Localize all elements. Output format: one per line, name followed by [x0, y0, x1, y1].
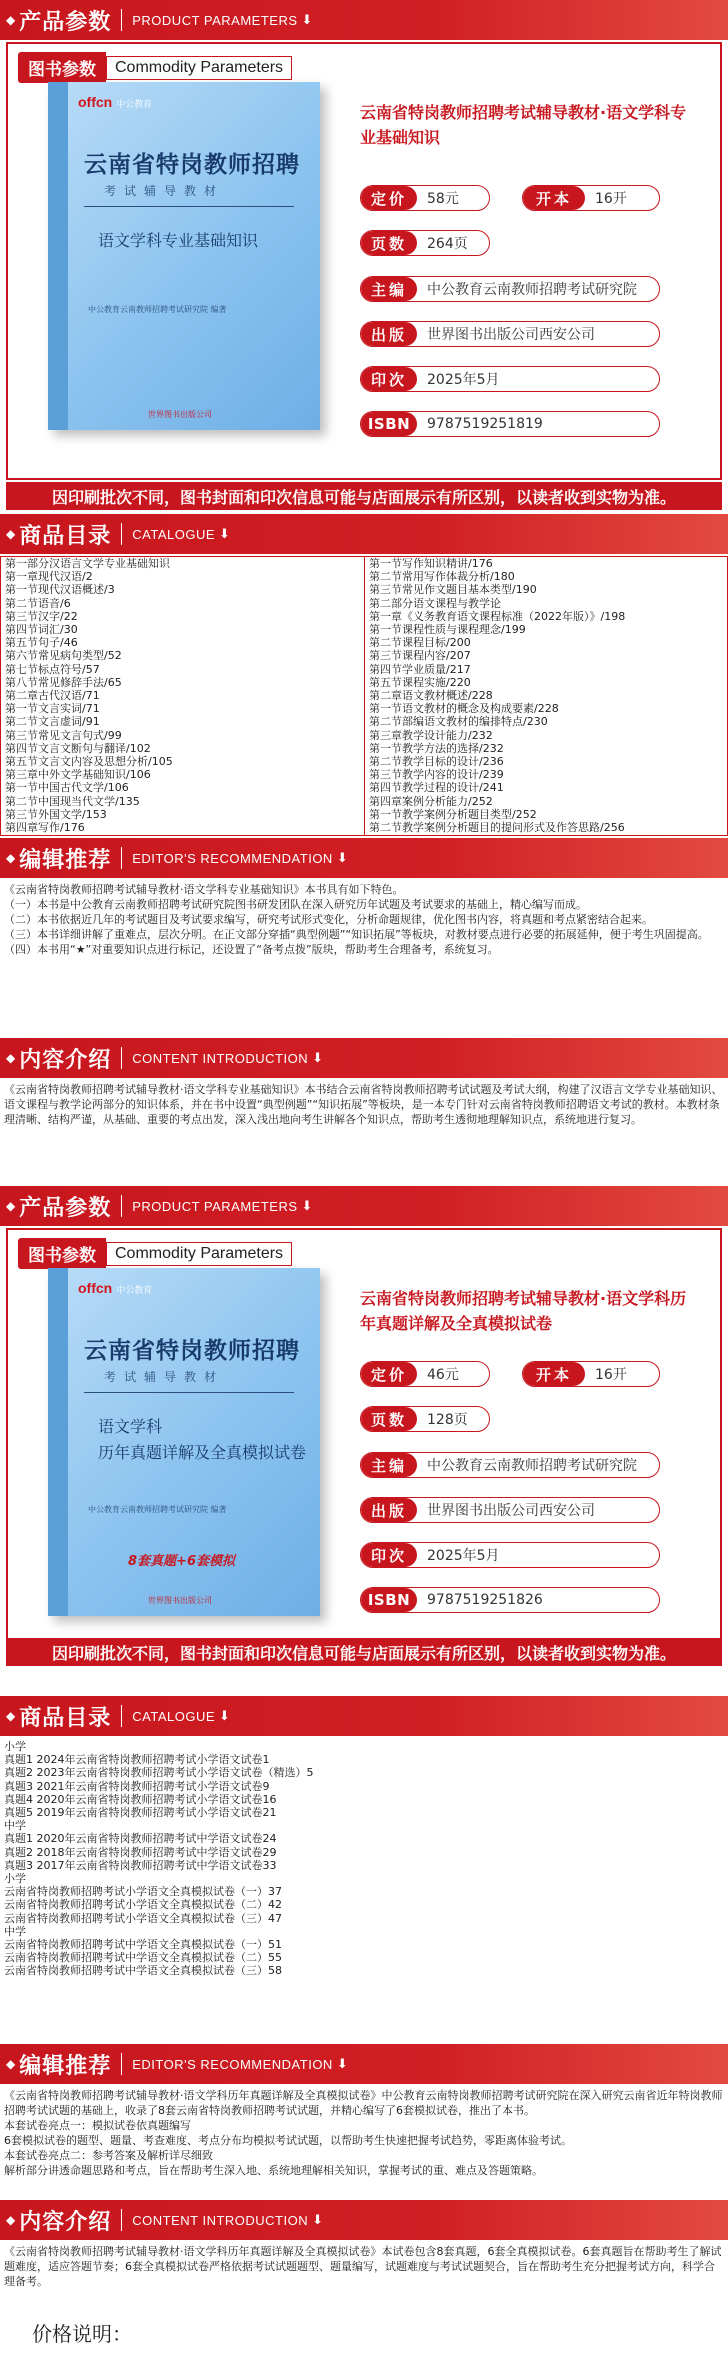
print-notice-2: 因印刷批次不同，图书封面和印次信息可能与店面展示有所区别，以读者收到实物为准。: [6, 1638, 722, 1666]
list-item: 第一章《义务教育语文课程标准（2022年版）》/198: [369, 609, 626, 623]
arrow-down-icon: ⬇: [219, 1708, 231, 1723]
section-subtitle: PRODUCT PARAMETERS: [132, 1198, 298, 1214]
list-item: 第三章中外文学基础知识/106: [5, 768, 151, 782]
publisher-value: 世界图书出版公司西安公司: [427, 327, 595, 343]
editor-value: 中公教育云南教师招聘考试研究院: [427, 1458, 637, 1474]
cover-divider: [84, 206, 294, 207]
list-item: 第四节学业质量/217: [369, 662, 471, 676]
list-item: 真题1 2024年云南省特岗教师招聘考试小学语文试卷1: [4, 1753, 270, 1767]
content-intro-2: 《云南省特岗教师招聘考试辅导教材·语文学科历年真题详解及全真模拟试卷》本试卷包含8套真题，6套全真模拟试卷。6套真题旨在帮助考生了解试题难度，适应答题节奏；6套全真模拟试卷严格依据考试试题题型、题量编写，试题难度与考试试题契合，旨在帮助考生充分把握考试方向，科学合理备考。: [4, 2245, 722, 2288]
section-subtitle: CONTENT INTRODUCTION: [132, 2212, 309, 2228]
list-item: 第三章教学设计能力/232: [369, 728, 493, 742]
cover-title: 云南省特岗教师招聘: [84, 1337, 300, 1364]
isbn-label: ISBN: [361, 1588, 417, 1612]
list-item: 第一节现代汉语概述/3: [5, 583, 115, 597]
price-label: 定价: [361, 186, 417, 210]
catalogue-list-2: [4, 1740, 724, 1978]
section-subtitle: CATALOGUE: [132, 1708, 216, 1724]
list-item: 中学: [4, 1924, 26, 1938]
list-item: 第四章写作/176: [5, 821, 85, 835]
format-pill-1: [522, 185, 660, 211]
diamond-icon: ◆: [6, 1709, 16, 1723]
editor-pill-2: [360, 1452, 660, 1478]
section-header-catalogue-2: [0, 1696, 728, 1736]
price-value: 46元: [427, 1367, 459, 1383]
list-item: 真题3 2021年云南省特岗教师招聘考试小学语文试卷9: [4, 1779, 270, 1793]
cover-author: 中公教育云南教师招聘考试研究院 编著: [88, 305, 227, 314]
print-notice-1: 因印刷批次不同，图书封面和印次信息可能与店面展示有所区别，以读者收到实物为准。: [6, 482, 722, 510]
cover-title: 云南省特岗教师招聘: [84, 151, 300, 178]
list-item: 解析部分讲透命题思路和考点，旨在帮助考生深入地、系统地理解相关知识，掌握考试的重、难点及答题策略。: [4, 2164, 543, 2177]
product-title-1: 云南省特岗教师招聘考试辅导教材·语文学科专业基础知识: [360, 103, 687, 147]
list-item: 第五节课程实施/220: [369, 675, 471, 689]
pages-label: 页数: [361, 1407, 417, 1431]
section-subtitle: CATALOGUE: [132, 526, 216, 542]
list-item: 第四节教学过程的设计/241: [369, 781, 504, 795]
arrow-down-icon: ⬇: [301, 1198, 313, 1213]
commodity-params-title: [18, 1238, 292, 1269]
cover-subtitle: 考试辅导教材: [104, 1370, 225, 1384]
print-label: 印次: [361, 1543, 417, 1567]
list-item: 第二节教学目标的设计/236: [369, 755, 504, 769]
list-item: 第六节常见病句类型/52: [5, 649, 122, 663]
commodity-title-en: Commodity Parameters: [106, 56, 292, 80]
editor-recommendation-2: [4, 2088, 724, 2178]
print-value: 2025年5月: [427, 372, 500, 388]
list-item: 小学: [4, 1740, 26, 1753]
section-title: 商品目录: [19, 1705, 112, 1731]
cover-publisher: 世界图书出版公司: [148, 410, 212, 419]
diamond-icon: ◆: [6, 13, 16, 27]
section-subtitle: CONTENT INTRODUCTION: [132, 1050, 309, 1066]
section-title: 产品参数: [19, 1195, 112, 1221]
list-item: 云南省特岗教师招聘考试小学语文全真模拟试卷（二）42: [4, 1898, 282, 1912]
publisher-value: 世界图书出版公司西安公司: [427, 1503, 595, 1519]
list-item: 第三节外国文学/153: [5, 807, 107, 821]
section-title: 商品目录: [19, 523, 112, 549]
pages-value: 264页: [427, 236, 468, 252]
list-item: 真题3 2017年云南省特岗教师招聘考试中学语文试卷33: [4, 1858, 277, 1872]
commodity-title-cn: 图书参数: [18, 1238, 106, 1269]
format-pill-2: [522, 1361, 660, 1387]
list-item: 第一节中国古代文学/106: [5, 781, 129, 795]
list-item: 第二节常用写作体裁分析/180: [369, 570, 515, 584]
section-title: 编辑推荐: [19, 2053, 112, 2079]
divider: [121, 9, 122, 31]
cover-publisher: 世界图书出版公司: [148, 1596, 212, 1605]
list-item: 第一章现代汉语/2: [5, 570, 93, 584]
cover-subject: 语文学科专业基础知识: [98, 231, 259, 250]
arrow-down-icon: ⬇: [219, 526, 231, 541]
section-header-product-params-2: [0, 1186, 728, 1226]
print-label: 印次: [361, 367, 417, 391]
pages-pill-1: [360, 230, 490, 256]
list-item: 云南省特岗教师招聘考试小学语文全真模拟试卷（三）47: [4, 1911, 282, 1925]
print-pill-2: [360, 1542, 660, 1568]
section-title: 产品参数: [19, 9, 112, 35]
content-intro-1: 《云南省特岗教师招聘考试辅导教材·语文学科专业基础知识》本书结合云南省特岗教师招聘考试试题及考试大纲，构建了汉语言文学专业基础知识、语文课程与教学论两部分的知识体系，并在书中设置“典型例题”“知识拓展”等板块，是一本专门针对云南省特岗教师招聘语文考试的教材。本教材条理清晰、结构严谨，从基础、重要的考点出发，深入浅出地向考生讲解各个知识点，帮助考生透彻地理解知识点，系统地进行复习。: [4, 1083, 723, 1126]
list-item: 真题1 2020年云南省特岗教师招聘考试中学语文试卷24: [4, 1832, 277, 1846]
section-header-editor-1: [0, 838, 728, 878]
list-item: 第一节文言实词/71: [5, 702, 100, 716]
list-item: 云南省特岗教师招聘考试中学语文全真模拟试卷（一）51: [4, 1938, 282, 1952]
print-pill-1: [360, 366, 660, 392]
pages-pill-2: [360, 1406, 490, 1432]
divider: [121, 847, 122, 869]
list-item: （四）本书用“★”对重要知识点进行标记，还设置了“备考点拨”版块，帮助考生合理备考，系统复习。: [4, 943, 499, 956]
publisher-label: 出版: [361, 322, 417, 346]
commodity-title-en: Commodity Parameters: [106, 1242, 292, 1266]
list-item: 第七节标点符号/57: [5, 662, 100, 676]
section-subtitle: EDITOR'S RECOMMENDATION: [132, 850, 333, 866]
section-subtitle: PRODUCT PARAMETERS: [132, 12, 298, 28]
list-item: 中学: [4, 1819, 26, 1833]
section-header-editor-2: [0, 2044, 728, 2084]
print-value: 2025年5月: [427, 1548, 500, 1564]
section-header-product-params-1: [0, 0, 728, 40]
editor-recommendation-1: [4, 882, 724, 957]
list-item: 第四节文言文断句与翻译/102: [5, 741, 151, 755]
section-header-content-2: [0, 2200, 728, 2240]
arrow-down-icon: ⬇: [301, 12, 313, 27]
isbn-pill-1: [360, 411, 660, 437]
isbn-value: 9787519251826: [427, 1592, 543, 1608]
diamond-icon: ◆: [6, 851, 16, 865]
list-item: 第一节写作知识精讲/176: [369, 557, 493, 570]
price-pill-2: [360, 1361, 490, 1387]
format-label: 开本: [523, 1362, 585, 1386]
divider: [121, 1195, 122, 1217]
book-spine: [48, 82, 68, 430]
list-item: 云南省特岗教师招聘考试中学语文全真模拟试卷（三）58: [4, 1964, 282, 1978]
list-item: 真题2 2018年云南省特岗教师招聘考试中学语文试卷29: [4, 1845, 277, 1859]
divider: [121, 1047, 122, 1069]
list-item: 第三节常见作文题目基本类型/190: [369, 583, 537, 597]
section-header-content-1: [0, 1038, 728, 1078]
list-item: 《云南省特岗教师招聘考试辅导教材·语文学科专业基础知识》本书具有如下特色。: [4, 883, 404, 896]
section-subtitle: EDITOR'S RECOMMENDATION: [132, 2056, 333, 2072]
list-item: 第八节常见修辞手法/65: [5, 675, 122, 689]
list-item: 第一节语文教材的概念及构成要素/228: [369, 702, 559, 716]
format-label: 开本: [523, 186, 585, 210]
list-item: （二）本书依据近几年的考试题目及考试要求编写，研究考试形式变化，分析命题规律，优化图书内容，将真题和考点紧密结合起来。: [4, 913, 653, 926]
diamond-icon: ◆: [6, 527, 16, 541]
diamond-icon: ◆: [6, 2213, 16, 2227]
list-item: 真题4 2020年云南省特岗教师招聘考试小学语文试卷16: [4, 1792, 277, 1806]
arrow-down-icon: ⬇: [336, 850, 349, 865]
diamond-icon: ◆: [6, 1199, 16, 1213]
cover-subject: 语文学科 历年真题详解及全真模拟试卷: [98, 1417, 307, 1462]
offcn-logo: offcn 中公教育: [78, 1280, 153, 1296]
list-item: 第二节文言虚词/91: [5, 715, 100, 729]
list-item: 第五节句子/46: [5, 636, 78, 650]
list-item: 第一节课程性质与课程理念/199: [369, 623, 526, 637]
list-item: 第二节课程目标/200: [369, 636, 471, 650]
list-item: 小学: [4, 1872, 26, 1886]
isbn-value: 9787519251819: [427, 416, 543, 432]
list-item: （三）本书详细讲解了重难点，层次分明。在正文部分穿插“典型例题”“知识拓展”等板块，对教材要点进行必要的拓展延伸，便于考生巩固提高。: [4, 928, 709, 941]
list-item: 本套试卷亮点一：模拟试卷依真题编写: [4, 2119, 191, 2132]
isbn-label: ISBN: [361, 412, 417, 436]
section-title: 内容介绍: [19, 2209, 112, 2235]
list-item: 第一部分汉语言文学专业基础知识: [5, 557, 170, 570]
list-item: 第五节文言文内容及思想分析/105: [5, 755, 173, 769]
list-item: 第三节汉字/22: [5, 609, 78, 623]
publisher-pill-2: [360, 1497, 660, 1523]
list-item: 第一节教学方法的选择/232: [369, 741, 504, 755]
divider: [121, 1705, 122, 1727]
list-item: 本套试卷亮点二：参考答案及解析详尽细致: [4, 2149, 213, 2162]
editor-value: 中公教育云南教师招聘考试研究院: [427, 282, 637, 298]
list-item: 第二部分语文课程与教学论: [369, 596, 501, 610]
arrow-down-icon: ⬇: [312, 2212, 324, 2227]
cover-subtitle: 考试辅导教材: [104, 184, 225, 198]
list-item: 《云南省特岗教师招聘考试辅导教材·语文学科历年真题详解及全真模拟试卷》中公教育云南特岗教师招聘考试研究院在深入研究云南省近年特岗教师招聘考试试题的基础上，收录了8套云南省特岗教师招聘考试试题，并精心编写了6套模拟试卷，推出了本书。: [4, 2089, 723, 2117]
list-item: 第一节教学案例分析题目类型/252: [369, 807, 537, 821]
commodity-title-cn: 图书参数: [18, 52, 106, 83]
pages-label: 页数: [361, 231, 417, 255]
list-item: 第二章语文教材概述/228: [369, 689, 493, 703]
diamond-icon: ◆: [6, 2057, 16, 2071]
list-item: （一）本书是中公教育云南教师招聘考试研究院图书研发团队在深入研究历年试题及考试要求的基础上，精心编写而成。: [4, 898, 587, 911]
list-item: 第二章古代汉语/71: [5, 689, 100, 703]
divider: [121, 523, 122, 545]
arrow-down-icon: ⬇: [336, 2056, 349, 2071]
section-header-catalogue-1: [0, 514, 728, 554]
price-label: 定价: [361, 1362, 417, 1386]
pages-value: 128页: [427, 1412, 468, 1428]
product-title-2: 云南省特岗教师招聘考试辅导教材·语文学科历年真题详解及全真模拟试卷: [360, 1289, 687, 1333]
list-item: 云南省特岗教师招聘考试中学语文全真模拟试卷（二）55: [4, 1951, 282, 1965]
diamond-icon: ◆: [6, 1051, 16, 1065]
list-item: 第二节中国现当代文学/135: [5, 794, 140, 808]
cover-badge: 8套真题+6套模拟: [128, 1554, 235, 1569]
cover-divider: [84, 1392, 294, 1393]
section-title: 内容介绍: [19, 1047, 112, 1073]
catalogue-column-right: [364, 557, 727, 835]
list-item: 云南省特岗教师招聘考试小学语文全真模拟试卷（一）37: [4, 1885, 282, 1899]
price-pill-1: [360, 185, 490, 211]
list-item: 第四章案例分析能力/252: [369, 794, 493, 808]
list-item: 第三节常见文言句式/99: [5, 728, 122, 742]
section-title: 编辑推荐: [19, 847, 112, 873]
list-item: 第二节语音/6: [5, 596, 71, 610]
price-explanation-title: 价格说明：: [32, 2322, 132, 2346]
editor-pill-1: [360, 276, 660, 302]
list-item: 第三节教学内容的设计/239: [369, 768, 504, 782]
format-value: 16开: [595, 191, 627, 207]
publisher-pill-1: [360, 321, 660, 347]
divider: [121, 2053, 122, 2075]
catalogue-column-left: [1, 557, 364, 835]
format-value: 16开: [595, 1367, 627, 1383]
commodity-params-title: [18, 52, 292, 83]
list-item: 第二节教学案例分析题目的提问形式及作答思路/256: [369, 821, 625, 835]
list-item: 第二节部编语文教材的编排特点/230: [369, 715, 548, 729]
divider: [121, 2209, 122, 2231]
book-cover-2: [48, 1268, 320, 1616]
cover-author: 中公教育云南教师招聘考试研究院 编著: [88, 1505, 227, 1514]
arrow-down-icon: ⬇: [312, 1050, 324, 1065]
price-value: 58元: [427, 191, 459, 207]
book-cover-1: [48, 82, 320, 430]
editor-label: 主编: [361, 1453, 417, 1477]
list-item: 第四节词汇/30: [5, 623, 78, 637]
editor-label: 主编: [361, 277, 417, 301]
list-item: 真题5 2019年云南省特岗教师招聘考试小学语文试卷21: [4, 1806, 277, 1820]
publisher-label: 出版: [361, 1498, 417, 1522]
isbn-pill-2: [360, 1587, 660, 1613]
list-item: 第三节课程内容/207: [369, 649, 471, 663]
list-item: 真题2 2023年云南省特岗教师招聘考试小学语文试卷（精选）5: [4, 1766, 314, 1780]
book-spine: [48, 1268, 68, 1616]
list-item: 6套模拟试卷的题型、题量、考查难度、考点分布均模拟考试试题，以帮助考生快速把握考试趋势，零距离体验考试。: [4, 2134, 572, 2147]
catalogue-table-1: [0, 556, 728, 836]
offcn-logo: offcn 中公教育: [78, 94, 153, 110]
